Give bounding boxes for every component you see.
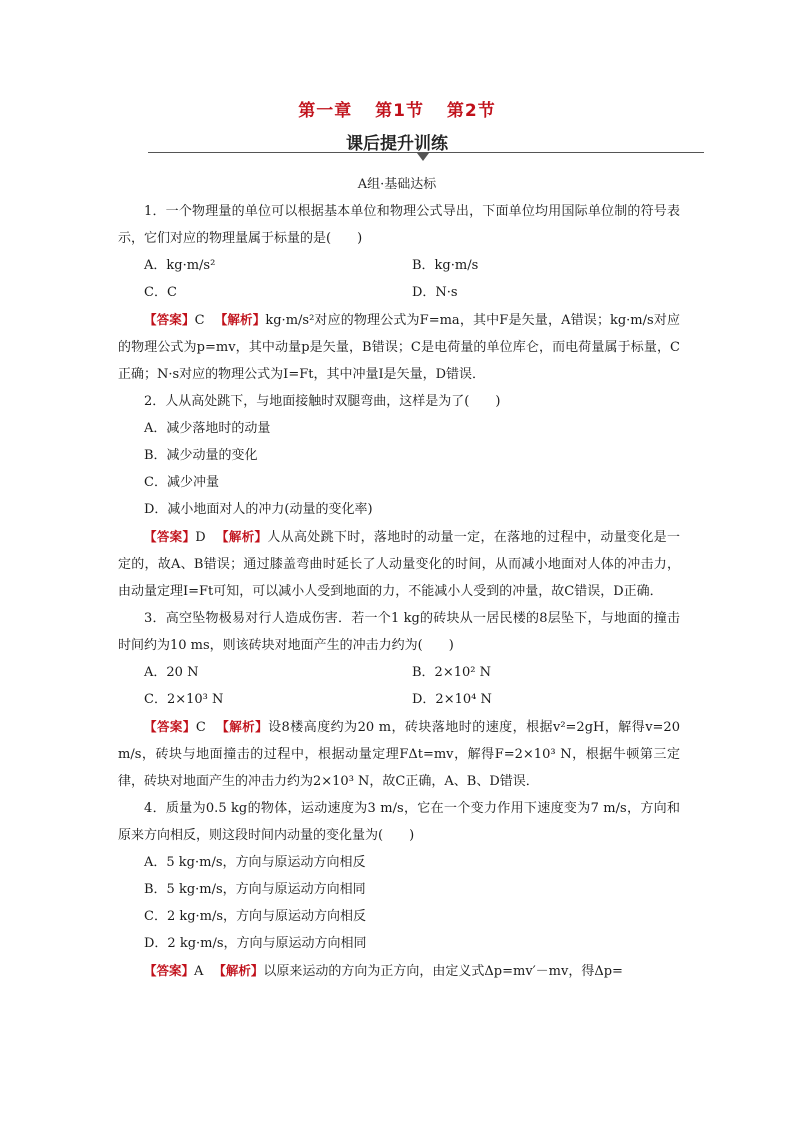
answer-tag: 【答案】 <box>144 312 195 327</box>
question-1-stem: 1．一个物理量的单位可以根据基本单位和物理公式导出，下面单位均用国际单位制的符号表示，它们对应的物理量属于标量的是( ) <box>118 204 680 246</box>
analysis-tag: 【解析】 <box>213 963 264 978</box>
question-2-option-a: A．减少落地时的动量 <box>144 421 271 436</box>
question-3-options-ab <box>118 659 680 686</box>
question-4-stem: 4．质量为0.5 kg的物体，运动速度为3 m/s，它在一个变力作用下速度变为7 m/s，方向和原来方向相反，则这段时间内动量的变化量为( ) <box>118 801 680 843</box>
page-subtitle: 课后提升训练 <box>346 134 448 154</box>
question-3-stem: 3．高空坠物极易对行人造成伤害．若一个1 kg的砖块从一居民楼的8层坠下，与地面的撞击时间约为10 ms，则该砖块对地面产生的冲击力约为( ) <box>118 611 680 653</box>
question-2-option-c: C．减少冲量 <box>144 475 219 490</box>
section2-label: 第2节 <box>446 101 496 121</box>
question-4-option-b: B．5 kg·m/s，方向与原运动方向相同 <box>144 882 366 897</box>
question-3-answer: C <box>195 720 206 735</box>
question-3-solution <box>118 713 680 795</box>
question-2-solution <box>118 523 680 605</box>
question-4-answer: A <box>194 964 204 979</box>
question-1-option-a: A．kg·m/s² <box>144 258 216 273</box>
question-1-solution <box>118 306 680 388</box>
chapter-title <box>0 96 794 121</box>
section1-label: 第1节 <box>375 101 424 121</box>
question-4-option-a: A．5 kg·m/s，方向与原运动方向相反 <box>144 855 366 870</box>
analysis-tag: 【解析】 <box>215 719 269 734</box>
analysis-tag: 【解析】 <box>214 312 266 327</box>
question-4-option-c: C．2 kg·m/s，方向与原运动方向相反 <box>144 909 367 924</box>
divider-triangle-icon <box>417 153 429 161</box>
question-3-option-a: A．20 N <box>144 665 199 680</box>
question-1-option-d: D．N·s <box>412 285 458 300</box>
question-1-option-c: C．C <box>144 285 177 300</box>
question-2-option-d: D．减小地面对人的冲力(动量的变化率) <box>144 502 373 517</box>
question-1-options-cd <box>118 279 680 306</box>
question-2-analysis: 人从高处跳下时，落地时的动量一定，在落地的过程中，动量变化是一定的，故A、B错误；通过膝盖弯曲时延长了人动量变化的时间，从而减小地面对人体的冲击力，由动量定理I=Ft可知，可以减小人受到地面的力，不能减小人受到的冲量，故C错误，D正确． <box>118 530 680 599</box>
question-1-option-b: B．kg·m/s <box>412 258 479 273</box>
answer-tag: 【答案】 <box>144 719 196 734</box>
question-3-option-c: C．2×10³ N <box>144 692 224 707</box>
answer-tag: 【答案】 <box>144 963 195 978</box>
question-2-option-b: B．减少动量的变化 <box>144 448 258 463</box>
question-3-analysis: 设8楼高度约为20 m，砖块落地时的速度，根据v²=2gH，解得v=20 m/s，砖块与地面撞击的过程中，根据动量定理FΔt=mv，解得F=2×10³ N，根据牛顿第三定律，砖块对地面产生的冲击力约为2×10³ N，故C正确，A、B、D错误． <box>118 720 680 789</box>
answer-tag: 【答案】 <box>144 529 196 544</box>
question-3-option-b: B．2×10² N <box>412 665 491 680</box>
question-1-answer: C <box>194 313 205 328</box>
analysis-tag: 【解析】 <box>215 529 268 544</box>
group-heading: A组·基础达标 <box>357 177 437 192</box>
question-4-solution <box>118 957 680 985</box>
question-2-answer: D <box>195 530 206 545</box>
chapter-label: 第一章 <box>298 101 353 121</box>
question-1-analysis: kg·m/s²对应的物理公式为F=ma，其中F是矢量，A错误；kg·m/s对应的物理公式为p=mv，其中动量p是矢量，B错误；C是电荷量的单位库仑，而电荷量属于标量，C正确；N·s对应的物理公式为I=Ft，其中冲量I是矢量，D错误． <box>118 313 680 382</box>
question-3-options-cd <box>118 686 680 713</box>
question-3-option-d: D．2×10⁴ N <box>412 692 492 707</box>
question-1-options-ab <box>118 252 680 279</box>
question-4-option-d: D．2 kg·m/s，方向与原运动方向相同 <box>144 936 367 951</box>
question-4-analysis: 以原来运动的方向为正方向，由定义式Δp=mv′－mv，得Δp= <box>263 964 623 979</box>
question-2-stem: 2．人从高处跳下，与地面接触时双腿弯曲，这样是为了( ) <box>144 394 501 409</box>
exercise-content <box>118 198 680 985</box>
